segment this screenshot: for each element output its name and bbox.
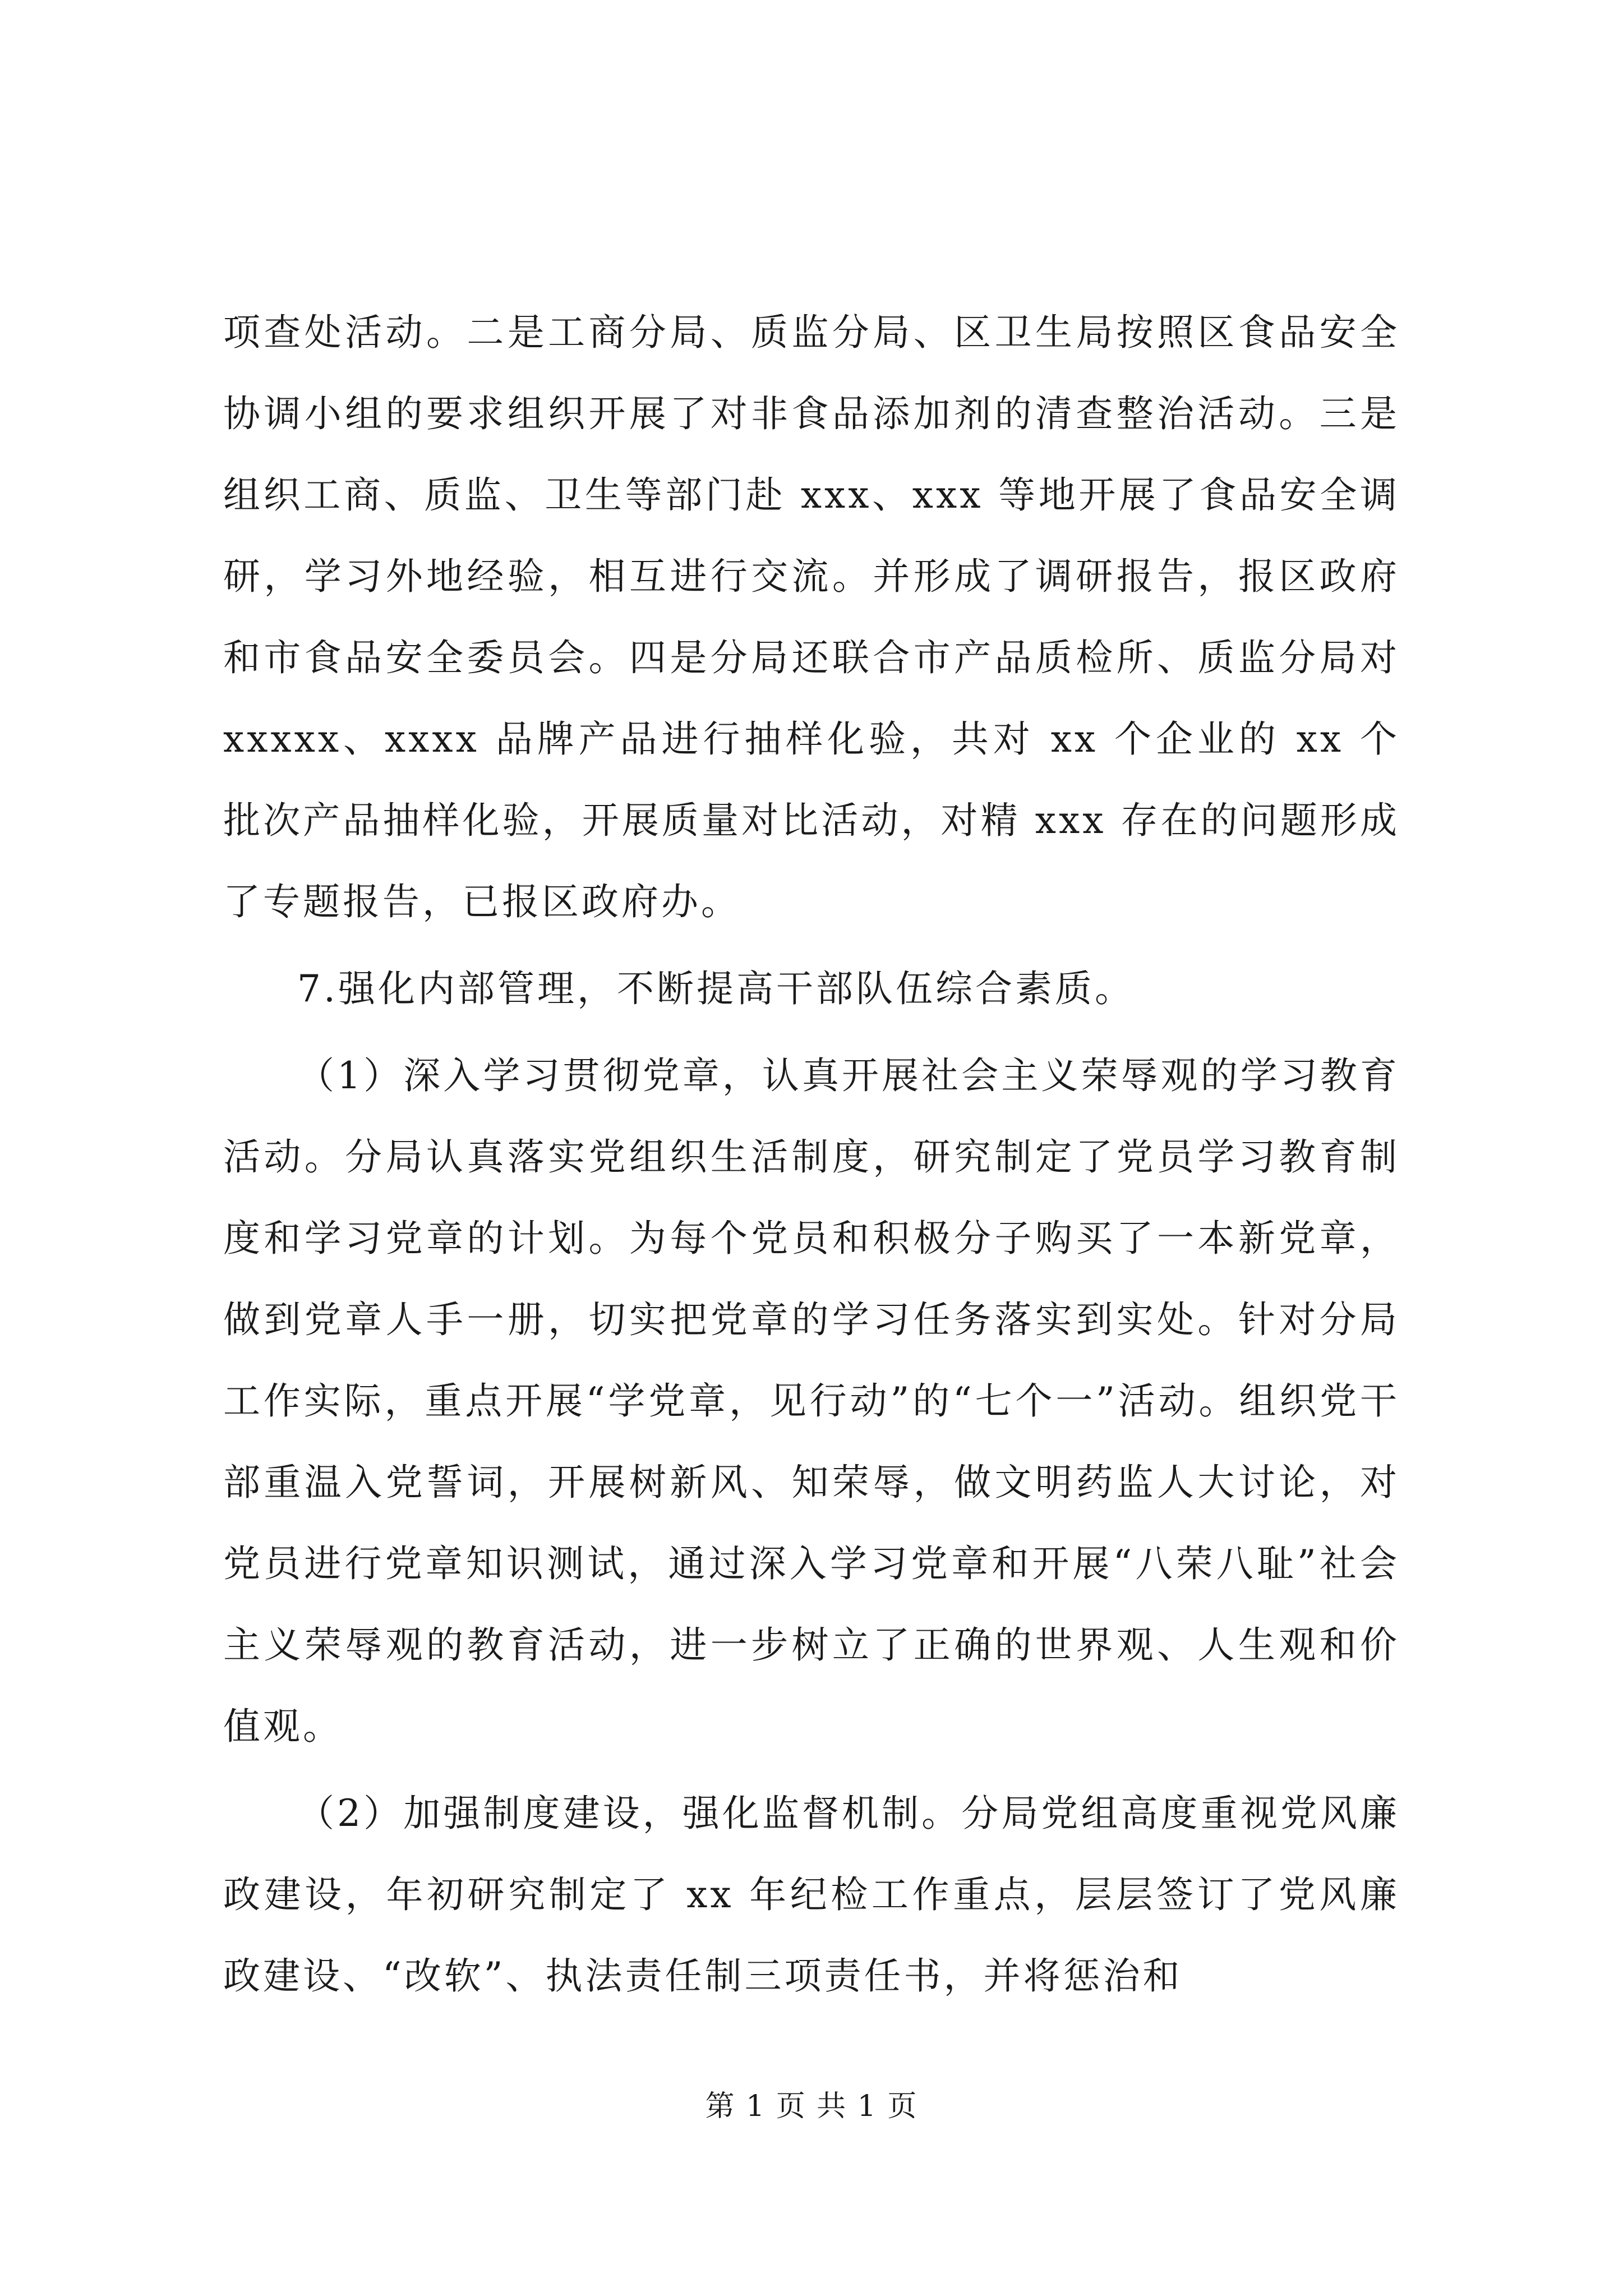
page-footer: 第 1 页 共 1 页 — [705, 2090, 918, 2123]
document-body — [223, 292, 1400, 2017]
paragraph-item-2: （2）加强制度建设，强化监督机制。分局党组高度重视党风廉政建设，年初研究制定了 xx 年纪检工作重点，层层签订了党风廉政建设、“改软”、执法责任制三项责任书，并将惩治和 — [223, 1792, 1400, 1998]
section-heading-7: 7.强化内部管理，不断提高干部队伍综合素质。 — [297, 967, 1135, 1010]
paragraph-item-1: （1）深入学习贯彻党章，认真开展社会主义荣辱观的学习教育活动。分局认真落实党组织生活制度，研究制定了党员学习教育制度和学习党章的计划。为每个党员和积极分子购买了一本新党章，做到党章人手一册，切实把党章的学习任务落实到实处。针对分局工作实际，重点开展“学党章，见行动”的“七个一”活动。组织党干部重温入党誓词，开展树新风、知荣辱，做文明药监人大讨论，对党员进行党章知识测试，通过深入学习党章和开展“八荣八耻”社会主义荣辱观的教育活动，进一步树立了正确的世界观、人生观和价值观。 — [223, 1054, 1400, 1748]
paragraph-continuation: 项查处活动。二是工商分局、质监分局、区卫生局按照区食品安全协调小组的要求组织开展了对非食品添加剂的清查整治活动。三是组织工商、质监、卫生等部门赴 xxx、xxx 等地开展了食品安全调研，学习外地经验，相互进行交流。并形成了调研报告，报区政府和市食品安全委员会。四是分局还联合市产品质检所、质监分局对 xxxxx、xxxx 品牌产品进行抽样化验，共对 xx 个企业的 xx 个批次产品抽样化验，开展质量对比活动，对精 xxx 存在的问题形成了专题报告，已报区政府办。 — [223, 311, 1400, 923]
